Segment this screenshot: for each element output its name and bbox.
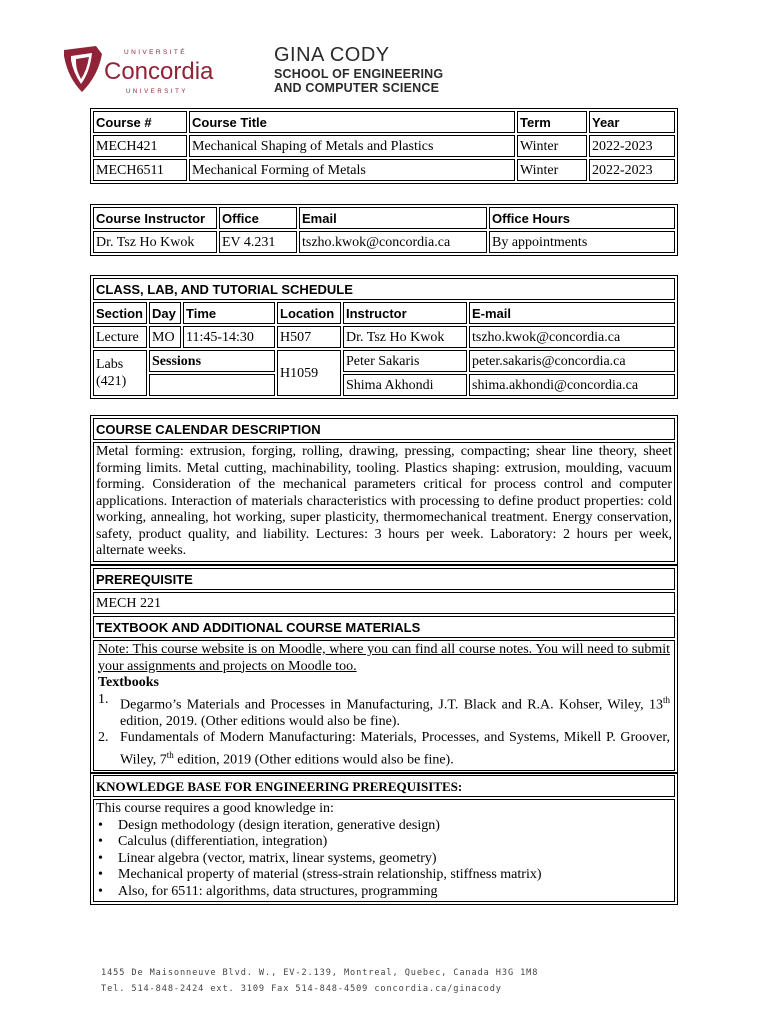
list-number: 2. [98, 730, 109, 746]
table-row [93, 640, 675, 771]
concordia-logo [62, 42, 262, 102]
section-title-row [93, 775, 675, 797]
table-row [93, 799, 675, 902]
list-item-text: Calculus (differentiation, integration) [118, 834, 328, 849]
section-title: TEXTBOOK AND ADDITIONAL COURSE MATERIALS [93, 616, 675, 638]
school-line-1: SCHOOL OF ENGINEERING [274, 67, 444, 81]
table-cell: MECH421 [93, 135, 187, 157]
list-item [98, 692, 670, 731]
knowledge-cell [93, 799, 675, 902]
school-line-2: AND COMPUTER SCIENCE [274, 81, 440, 95]
header-cell: Section [93, 302, 147, 324]
textbook-title: Degarmo’s Materials and Processes in Manufacturing, J.T. Black and R.A. Kohser, Wiley, 13 [120, 697, 663, 713]
sessions-empty-cell [149, 374, 275, 396]
calendar-description: Metal forming: extrusion, forging, rolling, drawing, pressing, compacting; shear line theory, sheet forming limits. Metal cutting, machinability, tooling. Plastics shaping: extrusion, moulding, vacuum forming. Consideration of the mechanical parameters critical for process control and computer applications. Interaction of materials characteristics with processing to define product properties: cold working, annealing, hot working, super plasticity, thermomechanical treatment. Energy conservation, safety, product quality, and liability. Lectures: 3 hours per week. Laboratory: 2 hours per week, alternate weeks. [93, 442, 675, 562]
table-cell: By appointments [489, 231, 675, 253]
header-cell: Course Instructor [93, 207, 217, 229]
labs-cell [93, 350, 147, 396]
superscript: th [662, 694, 670, 705]
footer [101, 965, 538, 997]
header-cell: E-mail [469, 302, 675, 324]
footer-address: 1455 De Maisonneuve Blvd. W., EV-2.139, Montreal, Quebec, Canada H3G 1M8 [101, 968, 539, 978]
section-title-row [93, 418, 675, 440]
table-cell: shima.akhondi@concordia.ca [469, 374, 675, 396]
bullet: • [98, 883, 103, 899]
section-title-row [93, 616, 675, 638]
labs-course: (421) [96, 374, 127, 389]
table-cell: Lecture [93, 326, 147, 348]
header-cell: Location [277, 302, 341, 324]
table-cell: 11:45-14:30 [183, 326, 275, 348]
calendar-table [90, 415, 678, 565]
header-cell: Term [517, 111, 587, 133]
knowledge-list [96, 818, 672, 901]
section-title: CLASS, LAB, AND TUTORIAL SCHEDULE [93, 278, 675, 300]
table-cell: 2022-2023 [589, 135, 675, 157]
list-item [98, 730, 670, 769]
list-item [96, 867, 672, 884]
textbook-edition: edition, 2019. (Other editions would also be fine). [120, 713, 400, 729]
list-item [96, 884, 672, 901]
footer-contact: Tel. 514-848-2424 ext. 3109 Fax 514-848-4509 concordia.ca/ginacody [101, 984, 502, 994]
table-row [93, 135, 675, 157]
svg-text:UNIVERSITÉ: UNIVERSITÉ [124, 49, 188, 56]
header-cell: Course Title [189, 111, 515, 133]
list-item [96, 834, 672, 851]
instructor-table [90, 204, 678, 256]
table-header-row [93, 207, 675, 229]
svg-text:Concordia: Concordia [104, 58, 214, 85]
header-cell: Instructor [343, 302, 467, 324]
table-cell: Dr. Tsz Ho Kwok [93, 231, 217, 253]
lab-location: H1059 [277, 350, 341, 396]
table-cell: Mechanical Forming of Metals [189, 159, 515, 181]
table-cell: Dr. Tsz Ho Kwok [343, 326, 467, 348]
section-title: KNOWLEDGE BASE FOR ENGINEERING PREREQUISITES: [93, 775, 675, 797]
table-cell: Shima Akhondi [343, 374, 467, 396]
list-item [96, 818, 672, 835]
table-cell: Winter [517, 159, 587, 181]
list-item-text: Also, for 6511: algorithms, data structures, programming [118, 883, 438, 899]
header-cell: Course # [93, 111, 187, 133]
table-row [93, 350, 675, 372]
prereq-table [90, 565, 678, 774]
section-title-row [93, 278, 675, 300]
svg-text:UNIVERSITY: UNIVERSITY [126, 89, 189, 95]
course-table [90, 108, 678, 184]
table-row [93, 159, 675, 181]
table-cell: 2022-2023 [589, 159, 675, 181]
moodle-note: Note: This course website is on Moodle, where you can find all course notes. You will need to submit your assignments and projects on Moodle too. [98, 642, 670, 674]
bullet: • [98, 817, 103, 833]
table-cell: tszho.kwok@concordia.ca [469, 326, 675, 348]
list-item-text: Linear algebra (vector, matrix, linear systems, geometry) [118, 850, 437, 866]
bullet: • [98, 867, 103, 882]
table-cell: Peter Sakaris [343, 350, 467, 372]
superscript: th [166, 749, 174, 760]
header-cell: Time [183, 302, 275, 324]
sessions-label: Sessions [149, 350, 275, 372]
list-item-text: Mechanical property of material (stress-strain relationship, stiffness matrix) [118, 867, 542, 882]
header-cell: Day [149, 302, 181, 324]
table-header-row [93, 111, 675, 133]
header-cell: Email [299, 207, 487, 229]
table-cell: EV 4.231 [219, 231, 297, 253]
section-title: PREREQUISITE [93, 568, 675, 590]
table-cell: tszho.kwok@concordia.ca [299, 231, 487, 253]
textbook-edition: edition, 2019 (Other editions would also be fine). [173, 752, 454, 768]
list-item [96, 851, 672, 868]
knowledge-table [90, 772, 678, 905]
table-cell: MECH6511 [93, 159, 187, 181]
textbook-title: Fundamentals of Modern Manufacturing: Materials, Processes, and Systems, Mikell P. Groover, Wiley, 7 [120, 730, 670, 768]
section-title: COURSE CALENDAR DESCRIPTION [93, 418, 675, 440]
knowledge-intro: This course requires a good knowledge in: [96, 801, 334, 816]
table-cell: H507 [277, 326, 341, 348]
table-row [93, 592, 675, 614]
textbook-list [98, 692, 670, 769]
header-cell: Year [589, 111, 675, 133]
table-cell: Mechanical Shaping of Metals and Plastics [189, 135, 515, 157]
schedule-table [90, 275, 678, 399]
school-title: GINA CODY [274, 44, 390, 66]
table-row [93, 326, 675, 348]
bullet: • [98, 850, 103, 866]
prereq-value: MECH 221 [93, 592, 675, 614]
header-cell: Office [219, 207, 297, 229]
table-row [93, 442, 675, 562]
labs-label: Labs [96, 357, 124, 372]
table-cell: Winter [517, 135, 587, 157]
list-number: 1. [98, 691, 109, 707]
materials-cell [93, 640, 675, 771]
list-item-text: Design methodology (design iteration, generative design) [118, 817, 440, 833]
table-cell: peter.sakaris@concordia.ca [469, 350, 675, 372]
textbooks-label: Textbooks [98, 675, 159, 690]
section-title-row [93, 568, 675, 590]
table-cell: MO [149, 326, 181, 348]
table-row [93, 374, 675, 396]
header-cell: Office Hours [489, 207, 675, 229]
school-name [274, 44, 443, 95]
table-row [93, 231, 675, 253]
table-header-row [93, 302, 675, 324]
bullet: • [98, 834, 103, 849]
